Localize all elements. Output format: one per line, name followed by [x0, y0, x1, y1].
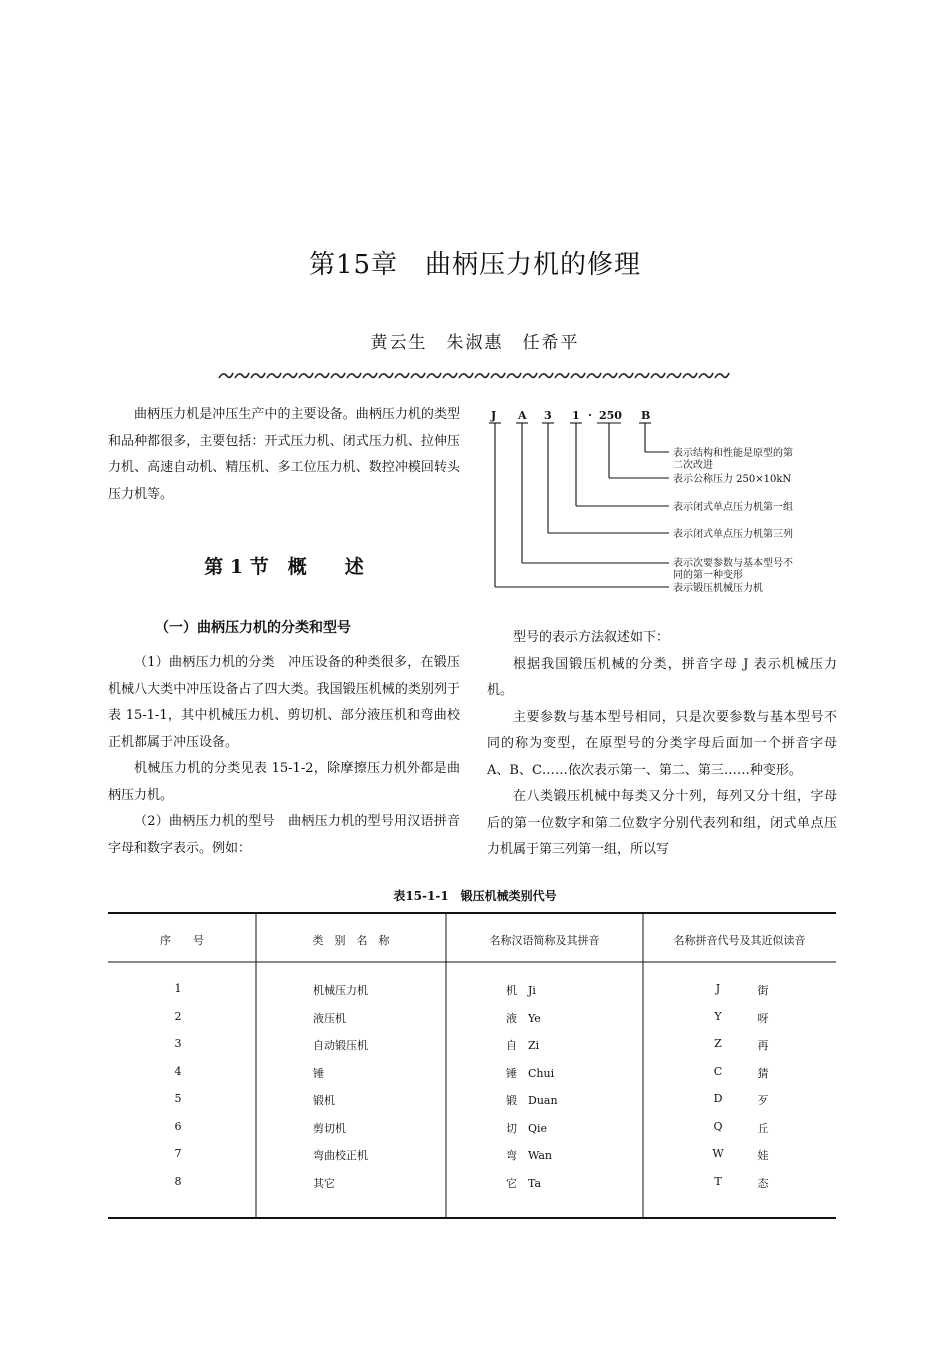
table-cell: 猜	[757, 1066, 769, 1080]
diagram-label: 二次改进	[673, 460, 713, 471]
authors: 黄云生 朱淑惠 任希平	[370, 333, 580, 353]
ornament-swash	[651, 373, 665, 378]
diagram-label: 表示公称压力 250×10kN	[673, 474, 792, 485]
diagram-label: 表示次要参数与基本型号不	[673, 558, 793, 569]
table-cell: 液压机	[313, 1011, 346, 1025]
table-cell: Z	[714, 1037, 722, 1050]
table-cell: 5	[174, 1092, 182, 1105]
table-cell: 它 Ta	[506, 1176, 542, 1190]
code-char: 250	[599, 409, 622, 422]
ornament-swash	[523, 373, 537, 378]
ornament-swash	[459, 373, 473, 378]
right-body	[487, 625, 837, 864]
paragraph: （1）曲柄压力机的分类 冲压设备的种类很多，在锻压机械八大类中冲压设备占了四大类。我国锻压机械的类别列于表 15-1-1，其中机械压力机、剪切机、部分液压机和弯曲校正机都属于冲压设备。	[108, 655, 460, 750]
subsection-title: （一）曲柄压力机的分类和型号	[155, 620, 351, 636]
table-cell: 锻机	[313, 1094, 335, 1107]
ornament-swash	[491, 373, 505, 378]
table-cell: 6	[174, 1119, 182, 1133]
table-header: 名称汉语简称及其拼音	[489, 934, 600, 947]
diagram-label: 表示结构和性能是原型的第	[673, 448, 793, 459]
ornament-swash	[667, 373, 681, 378]
diagram-label: 表示闭式单点压力机第一组	[673, 502, 793, 513]
table-cell: 态	[757, 1176, 769, 1190]
paragraph: 型号的表示方法叙述如下：	[513, 630, 670, 645]
ornament-swash	[715, 373, 729, 378]
table-cell: 娃	[757, 1149, 769, 1162]
table-cell: 其它	[313, 1176, 335, 1190]
section-title: 第 1 节 概 述	[204, 556, 364, 578]
table-cell: 呀	[757, 1011, 769, 1025]
table-cell: 8	[174, 1174, 182, 1188]
decorative-rule	[215, 368, 730, 382]
left-body	[108, 650, 460, 862]
table-cell: 3	[174, 1037, 182, 1050]
model-code-diagram	[487, 405, 847, 615]
table-cell: J	[715, 982, 721, 995]
code-char: B	[641, 409, 651, 422]
code-char: A	[518, 409, 527, 422]
table-header: 序 号	[160, 934, 204, 947]
table-cell: 丘	[757, 1121, 769, 1135]
table-cell: T	[714, 1174, 722, 1188]
table-cell: 街	[757, 984, 769, 997]
table-cell: C	[713, 1064, 723, 1078]
ornament-swash	[475, 373, 489, 378]
code-char: 1	[572, 409, 580, 422]
diagram-label: 同的第一种变形	[673, 570, 743, 581]
intro-paragraph: 曲柄压力机是冲压生产中的主要设备。曲柄压力机的类型和品种都很多，主要包括：开式压力机、闭式压力机、拉伸压力机、高速自动机、精压机、多工位压力机、数控冲模回转头压力机等。	[108, 407, 460, 502]
ornament-swash	[427, 373, 441, 378]
ornament-swash	[443, 373, 457, 378]
category-code-table	[108, 910, 836, 1225]
diagram-label: 表示锻压机械压力机	[673, 583, 763, 594]
ornament-swash	[235, 373, 249, 378]
table-cell: W	[712, 1147, 724, 1160]
paragraph: 根据我国锻压机械的分类，拼音字母 J 表示机械压力机。	[487, 656, 837, 698]
ornament-swash	[555, 373, 569, 378]
table-cell: Q	[713, 1119, 723, 1133]
table-cell: 锤 Chui	[506, 1066, 555, 1080]
ornament-swash	[411, 373, 425, 378]
ornament-swash	[283, 373, 297, 378]
ornament-swash	[603, 373, 617, 378]
ornament-swash	[219, 373, 233, 378]
code-char: 3	[544, 409, 552, 422]
table-cell: 2	[174, 1009, 182, 1023]
table-cell: Y	[714, 1009, 722, 1023]
ornament-swash	[571, 373, 585, 378]
table-cell: 机 Ji	[506, 984, 536, 997]
ornament-swash	[619, 373, 633, 378]
ornament-swash	[539, 373, 553, 378]
ornament-swash	[395, 373, 409, 378]
chapter-title: 第15章 曲柄压力机的修理	[308, 250, 642, 280]
table-cell: 切 Qie	[506, 1121, 548, 1135]
table-cell: 再	[757, 1039, 769, 1052]
ornament-swash	[363, 373, 377, 378]
table-cell: 7	[174, 1147, 182, 1160]
code-char: ·	[588, 409, 592, 422]
ornament-swash	[251, 373, 265, 378]
table-cell: D	[713, 1092, 723, 1105]
table-cell: 液 Ye	[506, 1011, 541, 1025]
ornament-swash	[379, 373, 393, 378]
table-cell: 弯 Wan	[506, 1149, 552, 1162]
ornament-swash	[683, 373, 697, 378]
table-cell: 锻 Duan	[506, 1094, 558, 1107]
ornament-swash	[587, 373, 601, 378]
ornament-swash	[699, 373, 713, 378]
table-cell: 剪切机	[313, 1121, 346, 1135]
ornament-swash	[507, 373, 521, 378]
ornament-swash	[299, 373, 313, 378]
table-cell: 4	[174, 1064, 182, 1078]
code-char: J	[491, 409, 497, 422]
table-cell: 歹	[757, 1094, 769, 1107]
diagram-label: 表示闭式单点压力机第三列	[673, 529, 793, 540]
table-cell: 自 Zi	[506, 1039, 540, 1052]
table-header: 名称拼音代号及其近似读音	[673, 934, 806, 947]
paragraph: （2）曲柄压力机的型号 曲柄压力机的型号用汉语拼音字母和数字表示。例如：	[108, 814, 460, 856]
table-cell: 弯曲校正机	[313, 1149, 368, 1162]
table-cell: 机械压力机	[313, 984, 368, 997]
paragraph: 在八类锻压机械中每类又分十列，每列又分十组，字母后的第一位数字和第二位数字分别代表列和组，闭式单点压力机属于第三列第一组，所以写	[487, 789, 837, 857]
paragraph: 主要参数与基本型号相同，只是次要参数与基本型号不同的称为变型，在原型号的分类字母后面加一个拼音字母 A、B、C……依次表示第一、第二、第三……种变形。	[487, 709, 837, 778]
ornament-swash	[267, 373, 281, 378]
ornament-swash	[331, 373, 345, 378]
ornament-swash	[315, 373, 329, 378]
table-cell: 1	[174, 982, 182, 995]
paragraph: 机械压力机的分类见表 15-1-2，除摩擦压力机外都是曲柄压力机。	[108, 761, 460, 803]
table-cell: 锤	[313, 1066, 324, 1080]
table-caption: 表15-1-1 锻压机械类别代号	[393, 889, 557, 903]
table-header: 类 别 名 称	[312, 934, 390, 947]
table-cell: 自动锻压机	[313, 1039, 368, 1052]
ornament-swash	[635, 373, 649, 378]
ornament-swash	[347, 373, 361, 378]
